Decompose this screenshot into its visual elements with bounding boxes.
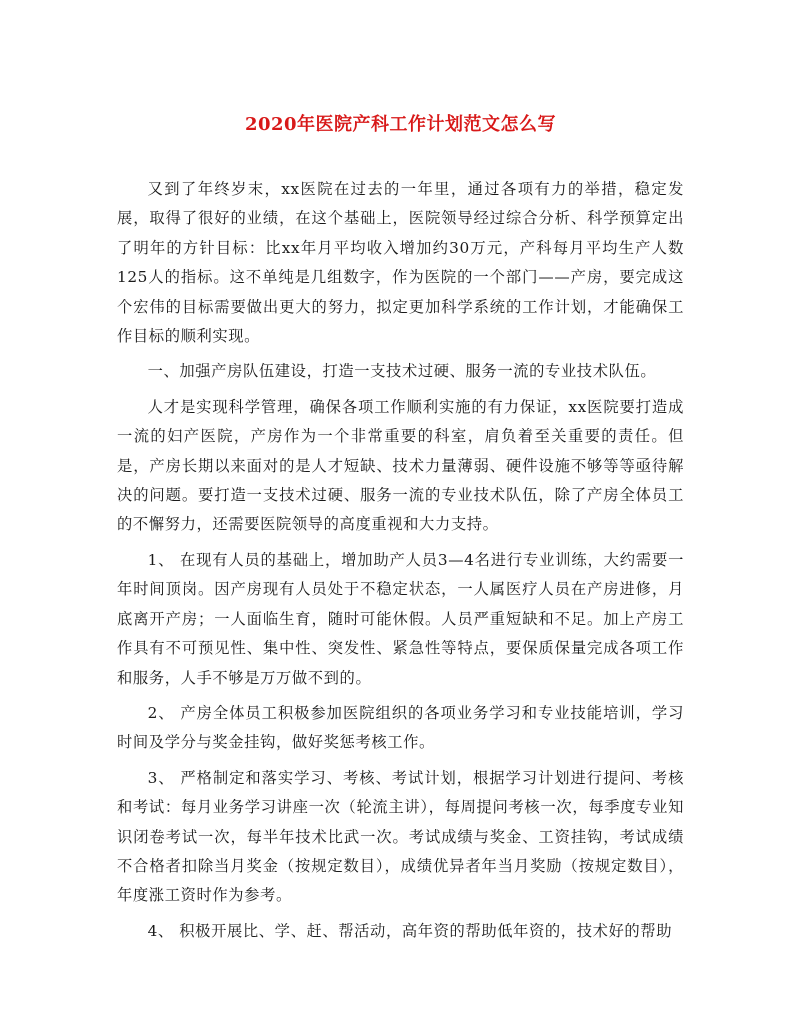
document-title: 2020年医院产科工作计划范文怎么写 <box>244 114 557 135</box>
list-item-3: 3、 严格制定和落实学习、考核、考试计划，根据学习计划进行提问、考核和考试：每月业务学习讲座一次（轮流主讲），每周提问考核一次，每季度专业知识闭卷考试一次，每半年技术比武一次。考试成绩与奖金、工资挂钩，考试成绩不合格者扣除当月奖金（按规定数目），成绩优异者年当月奖励（按规定数目），年度涨工资时作为参考。 <box>117 768 684 905</box>
paragraph-talent: 人才是实现科学管理，确保各项工作顺利实施的有力保证，xx医院要打造成一流的妇产医院，产房作为一个非常重要的科室，肩负着至关重要的责任。但是，产房长期以来面对的是人才短缺、技术力量薄弱、硬件设施不够等等亟待解决的问题。要打造一支技术过硬、服务一流的专业技术队伍，除了产房全体员工的不懈努力，还需要医院领导的高度重视和大力支持。 <box>117 397 684 534</box>
list-item-1: 1、 在现有人员的基础上，增加助产人员3—4名进行专业训练，大约需要一年时间顶岗。因产房现有人员处于不稳定状态，一人属医疗人员在产房进修，月底离开产房；一人面临生育，随时可能休假。人员严重短缺和不足。加上产房工作具有不可预见性、集中性、突发性、紧急性等特点，要保质保量完成各项工作和服务，人手不够是万万做不到的。 <box>117 550 684 687</box>
paragraph-intro: 又到了年终岁末，xx医院在过去的一年里，通过各项有力的举措，稳定发展，取得了很好的业绩，在这个基础上，医院领导经过综合分析、科学预算定出了明年的方针目标：比xx年月平均收入增加约30万元，产科每月平均生产人数125人的指标。这不单纯是几组数字，作为医院的一个部门——产房，要完成这个宏伟的目标需要做出更大的努力，拟定更加科学系统的工作计划，才能确保工作目标的顺利实现。 <box>117 180 684 346</box>
section-heading-1: 一、加强产房队伍建设，打造一支技术过硬、服务一流的专业技术队伍。 <box>147 362 657 381</box>
list-item-4: 4、 积极开展比、学、赶、帮活动，高年资的帮助低年资的，技术好的帮助 <box>147 921 673 940</box>
list-item-2: 2、 产房全体员工积极参加医院组织的各项业务学习和专业技能培训，学习时间及学分与奖金挂钩，做好奖惩考核工作。 <box>117 703 684 752</box>
document-body <box>117 175 684 946</box>
